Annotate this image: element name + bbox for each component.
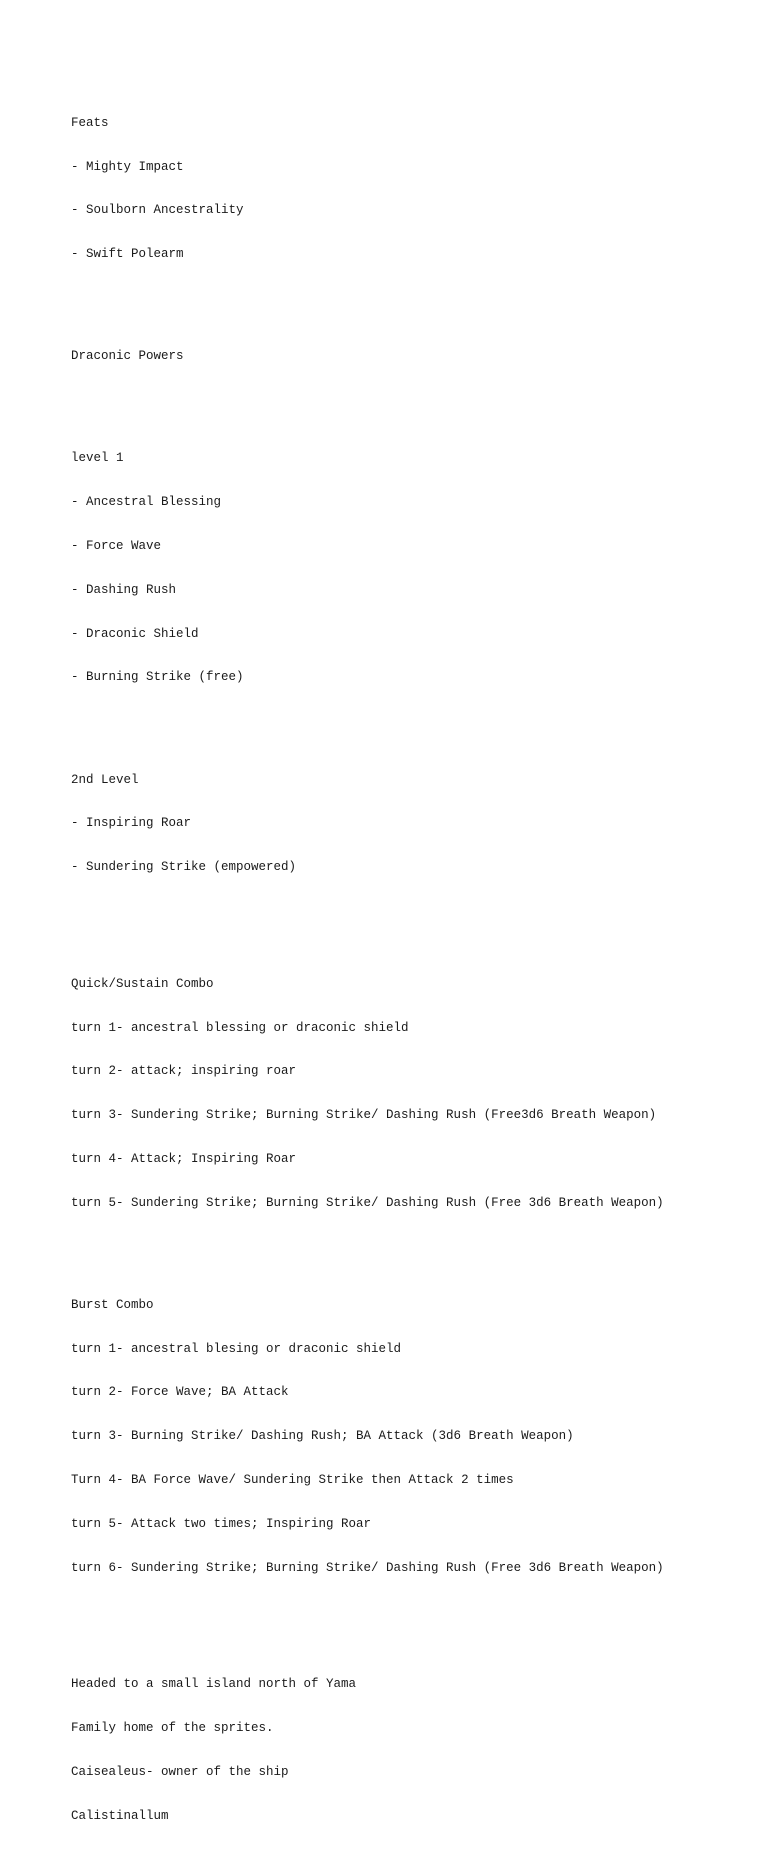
level2-power: - Sundering Strike (empowered) [71, 860, 297, 875]
burst-combo-turn: Turn 4- BA Force Wave/ Sundering Strike then Attack 2 times [71, 1473, 514, 1487]
burst-combo-turn: turn 5- Attack two times; Inspiring Roar [71, 1516, 372, 1531]
feat-item: - Soulborn Ancestrality [71, 203, 244, 218]
level1-power: - Draconic Shield [71, 626, 199, 641]
blank-line [71, 393, 664, 408]
quick-combo-turn: turn 4- Attack; Inspiring Roar [71, 1151, 297, 1166]
feat-item: - Mighty Impact [71, 159, 184, 174]
quick-combo-turn: turn 5- Sundering Strike; Burning Strike/ Dashing Rush (Free 3d6 Breath Weapon) [71, 1195, 664, 1210]
burst-combo-turn: turn 6- Sundering Strike; Burning Strike/ Dashing Rush (Free 3d6 Breath Weapon) [71, 1560, 664, 1575]
note-line: Headed to a small island north of Yama [71, 1677, 357, 1692]
blank-line [71, 714, 664, 729]
quick-combo-turn: turn 2- attack; inspiring roar [71, 1064, 297, 1079]
draconic-powers-heading: Draconic Powers [71, 349, 184, 364]
blank-line [71, 291, 664, 306]
note-line: Family home of the sprites. [71, 1721, 274, 1736]
burst-combo-turn: turn 1- ancestral blesing or draconic shield [71, 1341, 402, 1356]
note-line: Calistinallum [71, 1808, 169, 1823]
burst-combo-turn: turn 3- Burning Strike/ Dashing Rush; BA Attack (3d6 Breath Weapon) [71, 1429, 574, 1444]
level2-heading: 2nd Level [71, 772, 139, 787]
level1-power: - Ancestral Blessing [71, 495, 222, 510]
document-body [71, 72, 664, 1867]
level1-heading: level 1 [71, 451, 124, 466]
note-line: Caisealeus- owner of the ship [71, 1764, 289, 1779]
blank-lines [71, 904, 664, 933]
level1-power: - Dashing Rush [71, 582, 177, 597]
level1-power: - Burning Strike (free) [71, 670, 244, 685]
burst-combo-turn: turn 2- Force Wave; BA Attack [71, 1385, 289, 1400]
blank-lines [71, 1604, 664, 1633]
blank-line [71, 1240, 664, 1255]
level2-power: - Inspiring Roar [71, 816, 192, 831]
feat-item: - Swift Polearm [71, 247, 184, 262]
quick-combo-turn: turn 3- Sundering Strike; Burning Strike/ Dashing Rush (Free3d6 Breath Weapon) [71, 1108, 657, 1123]
level1-power: - Force Wave [71, 539, 162, 553]
quick-combo-turn: turn 1- ancestral blessing or draconic shield [71, 1020, 409, 1035]
quick-combo-heading: Quick/Sustain Combo [71, 976, 214, 991]
feats-heading: Feats [71, 115, 109, 130]
burst-combo-heading: Burst Combo [71, 1297, 154, 1312]
